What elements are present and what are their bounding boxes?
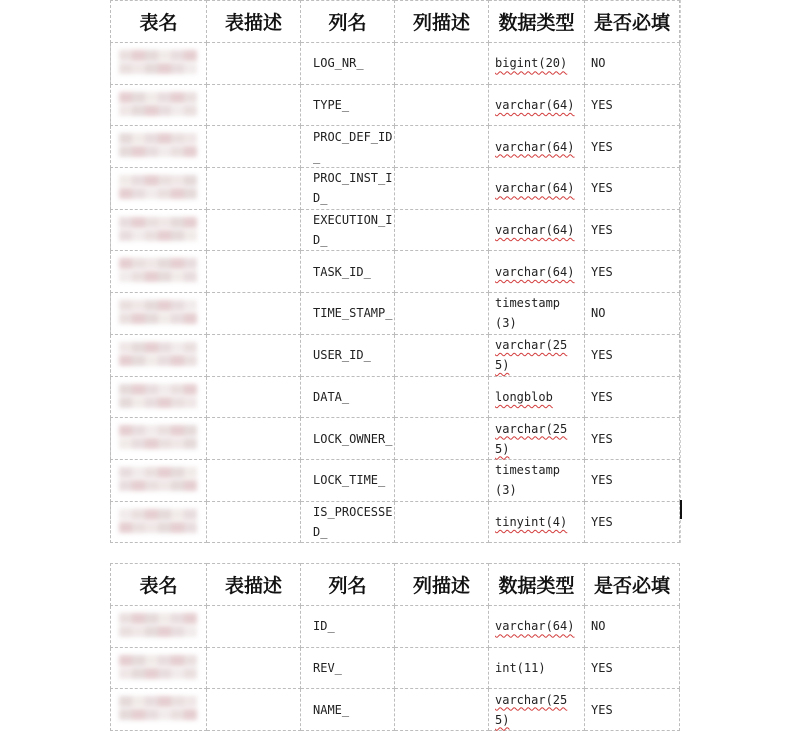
data-type-cell bbox=[489, 418, 585, 460]
text-cursor bbox=[680, 500, 682, 519]
table-desc-cell bbox=[207, 376, 301, 418]
schema-table-2 bbox=[110, 563, 680, 731]
table-desc-cell bbox=[207, 209, 301, 251]
table-name-cell bbox=[111, 209, 207, 251]
table-row bbox=[111, 689, 680, 731]
table-row bbox=[111, 376, 680, 418]
required-cell: NO bbox=[585, 293, 680, 335]
data-type-cell bbox=[489, 126, 585, 168]
column-desc-cell bbox=[395, 168, 489, 210]
required-cell: NO bbox=[585, 43, 680, 85]
table-desc-cell bbox=[207, 459, 301, 501]
table-desc-cell bbox=[207, 43, 301, 85]
redacted-pixelation bbox=[119, 506, 197, 538]
required-cell: YES bbox=[585, 126, 680, 168]
redacted-pixelation bbox=[119, 47, 197, 79]
header-required: 是否必填 bbox=[585, 564, 680, 606]
table-name-cell bbox=[111, 606, 207, 648]
column-name-cell: TASK_ID_ bbox=[301, 251, 395, 293]
redacted-pixelation bbox=[119, 464, 197, 496]
data-type-text: timestamp(3) bbox=[495, 463, 561, 498]
data-type-cell bbox=[489, 293, 585, 335]
data-type-cell bbox=[489, 376, 585, 418]
table-row bbox=[111, 459, 680, 501]
required-cell: NO bbox=[585, 606, 680, 648]
table-name-cell bbox=[111, 84, 207, 126]
data-type-text: tinyint(4) bbox=[495, 514, 568, 529]
data-type-cell bbox=[489, 168, 585, 210]
data-type-text: bigint(20) bbox=[495, 56, 568, 71]
table-row bbox=[111, 251, 680, 293]
column-name-cell: DATA_ bbox=[301, 376, 395, 418]
column-name-cell: LOCK_OWNER_ bbox=[301, 418, 395, 460]
data-type-text: varchar(255) bbox=[495, 692, 568, 727]
column-name-cell: LOCK_TIME_ bbox=[301, 459, 395, 501]
required-cell: YES bbox=[585, 209, 680, 251]
table-name-cell bbox=[111, 251, 207, 293]
table-row bbox=[111, 84, 680, 126]
column-name-cell: PROC_INST_ID_ bbox=[301, 168, 395, 210]
data-type-text: varchar(64) bbox=[495, 139, 575, 154]
column-desc-cell bbox=[395, 418, 489, 460]
data-type-cell bbox=[489, 334, 585, 376]
data-type-text: longblob bbox=[495, 389, 553, 404]
table-row bbox=[111, 501, 680, 543]
table-row bbox=[111, 334, 680, 376]
table-name-cell bbox=[111, 334, 207, 376]
column-name-cell: LOG_NR_ bbox=[301, 43, 395, 85]
table-name-cell bbox=[111, 168, 207, 210]
column-desc-cell bbox=[395, 334, 489, 376]
redacted-pixelation bbox=[119, 255, 197, 287]
header-column-name: 列名 bbox=[301, 564, 395, 606]
table-desc-cell bbox=[207, 168, 301, 210]
column-name-cell: TIME_STAMP_ bbox=[301, 293, 395, 335]
table-row bbox=[111, 647, 680, 689]
data-type-text: varchar(64) bbox=[495, 223, 575, 238]
header-row bbox=[111, 564, 680, 606]
column-name-cell: USER_ID_ bbox=[301, 334, 395, 376]
column-desc-cell bbox=[395, 376, 489, 418]
header-data-type: 数据类型 bbox=[489, 1, 585, 43]
data-type-cell bbox=[489, 43, 585, 85]
column-desc-cell bbox=[395, 501, 489, 543]
data-type-text: varchar(64) bbox=[495, 181, 575, 196]
data-type-cell bbox=[489, 501, 585, 543]
table-desc-cell bbox=[207, 647, 301, 689]
column-desc-cell bbox=[395, 689, 489, 731]
header-column-desc: 列描述 bbox=[395, 1, 489, 43]
column-name-cell: REV_ bbox=[301, 647, 395, 689]
column-desc-cell bbox=[395, 84, 489, 126]
required-cell: YES bbox=[585, 689, 680, 731]
table-name-cell bbox=[111, 459, 207, 501]
data-type-cell bbox=[489, 606, 585, 648]
redacted-pixelation bbox=[119, 339, 197, 371]
redacted-pixelation bbox=[119, 214, 197, 246]
table-name-cell bbox=[111, 418, 207, 460]
header-data-type: 数据类型 bbox=[489, 564, 585, 606]
column-name-cell: NAME_ bbox=[301, 689, 395, 731]
required-cell: YES bbox=[585, 459, 680, 501]
table-row bbox=[111, 168, 680, 210]
redacted-pixelation bbox=[119, 297, 197, 329]
data-type-text: timestamp(3) bbox=[495, 296, 561, 331]
column-desc-cell bbox=[395, 251, 489, 293]
column-desc-cell bbox=[395, 126, 489, 168]
table-name-cell bbox=[111, 647, 207, 689]
table-desc-cell bbox=[207, 418, 301, 460]
table-desc-cell bbox=[207, 334, 301, 376]
column-name-cell: IS_PROCESSED_ bbox=[301, 501, 395, 543]
table-desc-cell bbox=[207, 293, 301, 335]
redacted-pixelation bbox=[119, 652, 197, 684]
redacted-pixelation bbox=[119, 693, 197, 725]
redacted-pixelation bbox=[119, 610, 197, 642]
column-desc-cell bbox=[395, 606, 489, 648]
data-type-cell bbox=[489, 647, 585, 689]
column-desc-cell bbox=[395, 459, 489, 501]
column-name-cell: EXECUTION_ID_ bbox=[301, 209, 395, 251]
header-row bbox=[111, 1, 680, 43]
header-column-desc: 列描述 bbox=[395, 564, 489, 606]
header-required: 是否必填 bbox=[585, 1, 680, 43]
required-cell: YES bbox=[585, 84, 680, 126]
table-desc-cell bbox=[207, 126, 301, 168]
column-name-cell: ID_ bbox=[301, 606, 395, 648]
table-desc-cell bbox=[207, 689, 301, 731]
data-type-text: varchar(255) bbox=[495, 421, 568, 456]
required-cell: YES bbox=[585, 376, 680, 418]
data-type-cell bbox=[489, 689, 585, 731]
table-desc-cell bbox=[207, 251, 301, 293]
redacted-pixelation bbox=[119, 130, 197, 162]
required-cell: YES bbox=[585, 168, 680, 210]
table-row bbox=[111, 126, 680, 168]
data-type-cell bbox=[489, 459, 585, 501]
data-type-text: varchar(255) bbox=[495, 338, 568, 373]
header-table-name: 表名 bbox=[111, 564, 207, 606]
column-desc-cell bbox=[395, 43, 489, 85]
redacted-pixelation bbox=[119, 422, 197, 454]
table-name-cell bbox=[111, 501, 207, 543]
table-desc-cell bbox=[207, 501, 301, 543]
column-desc-cell bbox=[395, 293, 489, 335]
data-type-text: varchar(64) bbox=[495, 264, 575, 279]
table-row bbox=[111, 418, 680, 460]
required-cell: YES bbox=[585, 251, 680, 293]
redacted-pixelation bbox=[119, 172, 197, 204]
data-type-text: varchar(64) bbox=[495, 98, 575, 113]
header-table-desc: 表描述 bbox=[207, 1, 301, 43]
table-name-cell bbox=[111, 126, 207, 168]
table-name-cell bbox=[111, 376, 207, 418]
table-name-cell bbox=[111, 293, 207, 335]
data-type-cell bbox=[489, 84, 585, 126]
table-name-cell bbox=[111, 689, 207, 731]
table-row bbox=[111, 209, 680, 251]
data-type-text: varchar(64) bbox=[495, 619, 575, 634]
column-name-cell: TYPE_ bbox=[301, 84, 395, 126]
header-column-name: 列名 bbox=[301, 1, 395, 43]
column-desc-cell bbox=[395, 647, 489, 689]
data-type-cell bbox=[489, 251, 585, 293]
table-row bbox=[111, 293, 680, 335]
table-desc-cell bbox=[207, 84, 301, 126]
redacted-pixelation bbox=[119, 89, 197, 121]
required-cell: YES bbox=[585, 418, 680, 460]
header-table-desc: 表描述 bbox=[207, 564, 301, 606]
table-name-cell bbox=[111, 43, 207, 85]
required-cell: YES bbox=[585, 647, 680, 689]
data-type-text: int(11) bbox=[495, 661, 546, 676]
header-table-name: 表名 bbox=[111, 1, 207, 43]
table-row bbox=[111, 606, 680, 648]
required-cell: YES bbox=[585, 334, 680, 376]
table-desc-cell bbox=[207, 606, 301, 648]
column-desc-cell bbox=[395, 209, 489, 251]
column-name-cell: PROC_DEF_ID_ bbox=[301, 126, 395, 168]
data-type-cell bbox=[489, 209, 585, 251]
schema-table-1 bbox=[110, 0, 680, 543]
table-row bbox=[111, 43, 680, 85]
required-cell: YES bbox=[585, 501, 680, 543]
redacted-pixelation bbox=[119, 381, 197, 413]
